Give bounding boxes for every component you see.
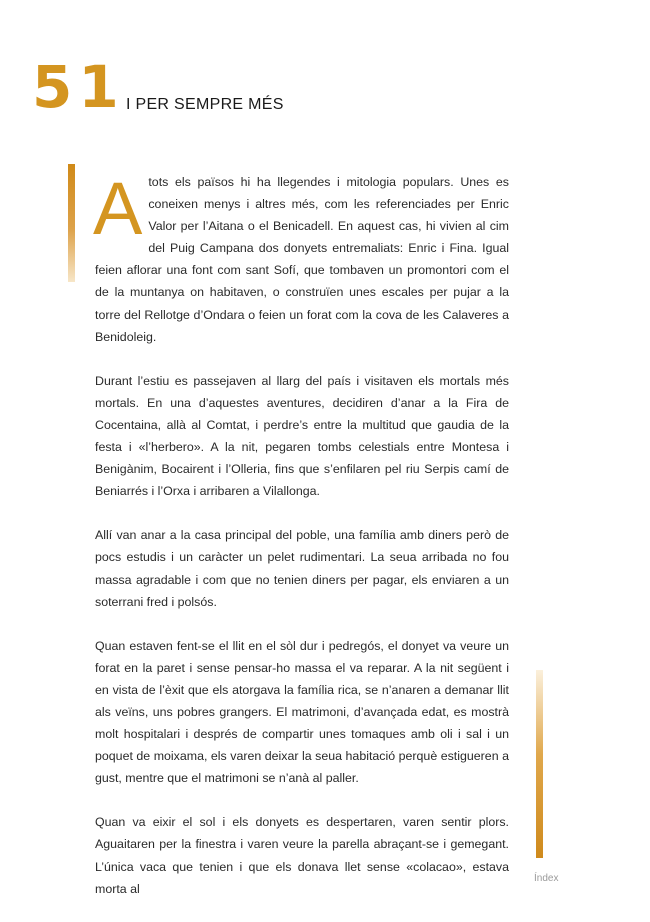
decorative-bar-top: [68, 164, 75, 282]
chapter-body: [93, 167, 509, 922]
paragraph-5: Quan va eixir el sol i els donyets es despertaren, varen sentir plors. Aguaitaren per la finestra i varen veure la parella abraçant-se i gemegant. L’única vaca que tenien i que els donava llet sense «colacao», estava morta al: [95, 815, 509, 896]
index-link[interactable]: Índex: [534, 873, 559, 884]
paragraph-1-text: tots els països hi ha llegendes i mitologia populars. Unes es coneixen menys i altres més, com les referenciades per Enric Valor per l’Aitana o el Benicadell. En aquest cas, hi vivien al cim del Puig Campana dos donyets entremaliats: Enric i Fina. Igual feien aflorar una font com sant Sofí, que tombaven un promontori com el de la muntanya on habitaven, o construïen unes escales per pujar a la torre del Rellotge d’Ondara o feien un forat com la cova de les Calaveres a Benidoleig.: [95, 175, 509, 344]
decorative-bar-bottom: [536, 670, 543, 858]
paragraph-1: [93, 167, 509, 348]
paragraph-3: Allí van anar a la casa principal del poble, una família amb diners però de pocs estudis i un caràcter un pelet rudimentari. La seua arribada no fou massa agradable i com que no tenien diners per pagar, els enviaren a un soterrani fred i polsós.: [95, 528, 509, 609]
drop-cap: A: [93, 167, 143, 250]
chapter-title: I PER SEMPRE MÉS: [126, 96, 284, 113]
paragraph-4: Quan estaven fent-se el llit en el sòl dur i pedregós, el donyet va veure un forat en la paret i sense pensar-ho massa el va reparar. A la nit següent i en vista de l’èxit que els atorgava la família rica, se n’anaren a demanar llit als veïns, uns pobres grangers. El matrimoni, d’avançada edat, es mostrà molt hospitalari i després de compartir unes tomaques amb oli i sal i un poquet de moixama, els varen deixar la seua habitació perquè estigueren a gust, mentre que el matrimoni se n’anà al paller.: [95, 638, 509, 786]
paragraph-2: Durant l’estiu es passejaven al llarg del país i visitaven els mortals més mortals. En una d’aquestes aventures, decidiren d’anar a la Fira de Cocentaina, allà al Comtat, i perdre’s entre la multitud que gaudia de la festa i «l’herbero». A la nit, pegaren tombs celestials entre Montesa i Benigànim, Bocairent i l’Olleria, fins que s’enfilaren pel riu Serpis camí de Beniarrés i l’Orxa i arribaren a Vilallonga.: [95, 373, 509, 499]
chapter-number: 51: [32, 53, 125, 121]
